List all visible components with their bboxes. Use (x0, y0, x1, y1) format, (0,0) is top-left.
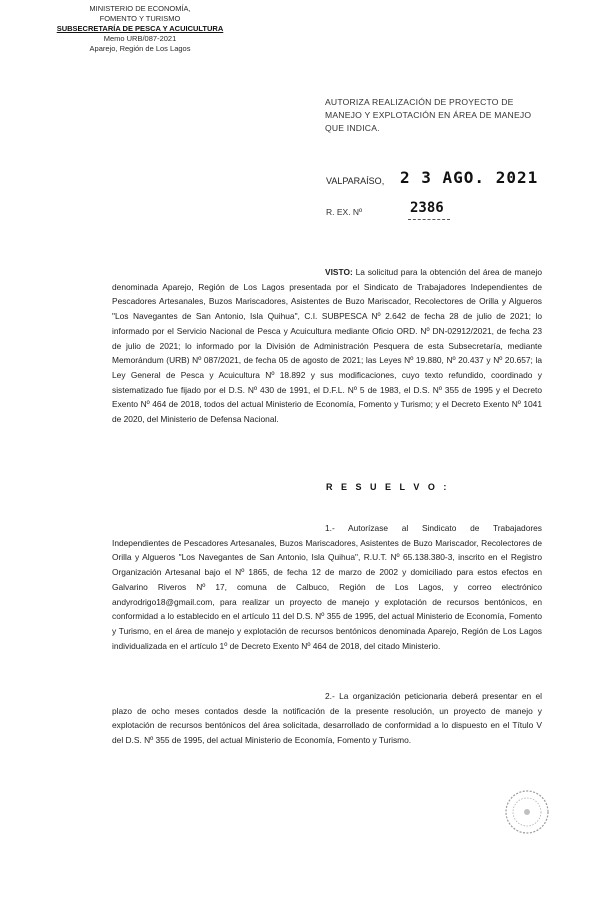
memo-reference: Memo URB/087-2021 (103, 34, 177, 43)
visto-paragraph (112, 265, 542, 427)
resuelvo-heading: R E S U E L V O : (326, 482, 450, 492)
date-stamp: 2 3 AGO. 2021 (400, 168, 539, 187)
place: VALPARAÍSO, (326, 176, 385, 186)
ministry-line-2: FOMENTO Y TURISMO (99, 14, 181, 23)
letterhead (40, 4, 240, 54)
visto-label: VISTO: (325, 267, 353, 277)
subsecretaria-line: SUBSECRETARÍA DE PESCA Y ACUICULTURA (56, 24, 224, 33)
memo-reference-2: Aparejo, Región de Los Lagos (89, 44, 191, 53)
item-2-paragraph (112, 689, 542, 748)
rex-label: R. EX. Nº (326, 207, 363, 217)
rex-number: 2386 (410, 200, 444, 216)
item-2-text: 2.- La organización peticionaria deberá presentar en el plazo de ocho meses contados desde la notificación de la presente resolución, un proyecto de manejo y explotación de recursos bentónicos del área solicitada, desarrollado de conformidad a lo dispuesto en el Título V del D.S. Nº 355 de 1995, del actual Ministerio de Economía, Fomento y Turismo. (112, 691, 542, 746)
circular-seal-stamp (504, 789, 550, 835)
item-1-paragraph (112, 521, 542, 653)
item-1-text: 1.- Autorízase al Sindicato de Trabajadores Independientes de Pescadores Artesanales, Buzos Mariscadores, Asistentes de Buzo Mariscador, Recolectores de Orilla y Algueros "Los Navegantes de San Antonio, Isla Quihua", R.U.T. Nº 65.138.380-3, inscrito en el Registro Organización Artesanal bajo el Nº 1865, de fecha 12 de marzo de 2002 y domiciliado para estos efectos en Galvarino Riveros Nº 17, comuna de Calbuco, Región de Los Lagos, y correo electrónico andyrodrigo18@gmail.com, para realizar un proyecto de manejo y explotación de recursos bentónicos, en conformidad a lo establecido en el artículo 11 del D.S. Nº 355 de 1995, del actual Ministerio de Economía, Fomento y Turismo, en el área de manejo y explotación de recursos bentónicos denominada Aparejo, Región de Los Lagos individualizada en el artículo 1º de Decreto Exento Nº 464 de 2018, del citado Ministerio. (112, 523, 542, 651)
ministry-line-1: MINISTERIO DE ECONOMÍA, (89, 4, 191, 13)
visto-text: La solicitud para la obtención del área de manejo denominada Aparejo, Región de Los Lagos presentada por el Sindicato de Trabajadores Independientes de Pescadores Artesanales, Buzos Mariscadores, Asistentes de Buzo Mariscador, Recolectores de Orilla y Algueros "Los Navegantes de San Antonio, Isla Quihua", C.I. SUBPESCA Nº 2.642 de fecha 28 de julio de 2021; lo informado por el Servicio Nacional de Pesca y Acuicultura mediante Oficio ORD. Nº DN-02912/2021, de fecha 23 de julio de 2021; lo informado por la División de Administración Pesquera de esta Subsecretaría, mediante Memorándum (URB) Nº 087/2021, de fecha 05 de agosto de 2021; las Leyes Nº 19.880, Nº 20.437 y Nº 20.657; la Ley General de Pesca y Acuicultura Nº 18.892 y sus modificaciones, cuyo texto refundido, coordinado y sistematizado fue fijado por el D.S. Nº 430 de 1991, el D.F.L. Nº 5 de 1983, el D.S. Nº 355 de 1995 y el Decreto Exento Nº 464 de 2018, todos del actual Ministerio de Economía, Fomento y Turismo; y el Decreto Exento Nº 1041 de 2020, del Ministerio de Defensa Nacional. (112, 267, 542, 425)
resolution-subject: AUTORIZA REALIZACIÓN DE PROYECTO DE MANEJO Y EXPLOTACIÓN EN ÁREA DE MANEJO QUE INDICA. (325, 97, 532, 133)
rex-underline (408, 219, 450, 220)
